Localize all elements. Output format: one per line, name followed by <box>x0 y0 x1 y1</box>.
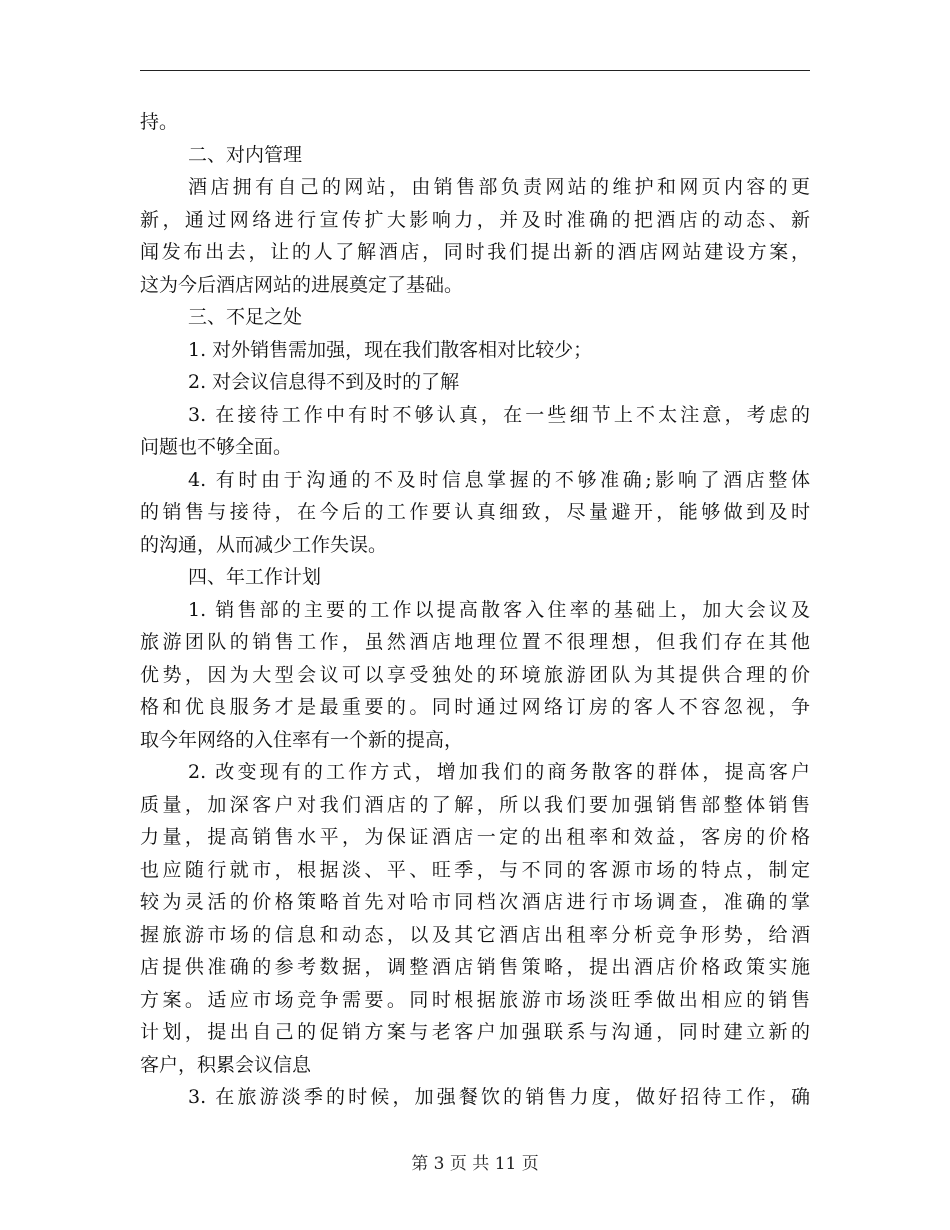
text-line: 优势，因为大型会议可以享受独处的环境旅游团队为其提供合理的价 <box>140 663 810 686</box>
text-line: 握旅游市场的信息和动态，以及其它酒店出租率分析竞争形势，给酒 <box>140 923 810 946</box>
text-line: 2. 对会议信息得不到及时的了解 <box>188 371 460 393</box>
text-line: 力量，提高销售水平，为保证酒店一定的出租率和效益，客房的价格 <box>140 826 810 848</box>
text-line: 新，通过网络进行宣传扩大影响力，并及时准确的把酒店的动态、新 <box>140 208 810 231</box>
text-line: 2. 改变现有的工作方式，增加我们的商务散客的群体，提高客户 <box>188 761 810 783</box>
text-line: 3. 在旅游淡季的时候，加强餐饮的销售力度，做好招待工作，确 <box>188 1086 810 1108</box>
text-line: 这为今后酒店网站的进展奠定了基础。 <box>140 273 464 296</box>
text-line: 闻发布出去，让的人了解酒店，同时我们提出新的酒店网站建设方案， <box>140 241 810 263</box>
text-line: 也应随行就市，根据淡、平、旺季，与不同的客源市场的特点，制定 <box>140 858 810 881</box>
text-line: 3. 在接待工作中有时不够认真，在一些细节上不太注意，考虑的 <box>188 403 810 426</box>
text-line: 四、年工作计划 <box>188 566 322 588</box>
text-line: 问题也不够全面。 <box>140 436 293 458</box>
text-line: 较为灵活的价格策略首先对哈市同档次酒店进行市场调查，准确的掌 <box>140 891 810 913</box>
text-line: 二、对内管理 <box>188 143 303 166</box>
text-line: 的销售与接待，在今后的工作要认真细致，尽量避开，能够做到及时 <box>140 501 810 523</box>
text-line: 店提供准确的参考数据，调整酒店销售策略，提出酒店价格政策实施 <box>140 956 810 978</box>
text-line: 酒店拥有自己的网站，由销售部负责网站的维护和网页内容的更 <box>188 176 810 198</box>
text-line: 持。 <box>140 111 179 133</box>
text-line: 1. 对外销售需加强，现在我们散客相对比较少； <box>188 338 593 361</box>
text-line: 格和优良服务才是最重要的。同时通过网络订房的客人不容忽视，争 <box>140 696 810 718</box>
text-line: 计划，提出自己的促销方案与老客户加强联系与沟通，同时建立新的 <box>140 1021 810 1043</box>
header-rule <box>140 70 810 71</box>
text-line: 三、不足之处 <box>188 306 303 328</box>
document-body <box>140 106 810 1114</box>
text-line: 客户，积累会议信息 <box>140 1053 312 1076</box>
text-line: 4. 有时由于沟通的不及时信息掌握的不够准确;影响了酒店整体 <box>188 468 810 491</box>
page-number: 第 3 页 共 11 页 <box>411 1154 539 1174</box>
text-line: 质量，加深客户对我们酒店的了解，所以我们要加强销售部整体销售 <box>140 793 810 816</box>
text-line: 方案。适应市场竞争需要。同时根据旅游市场淡旺季做出相应的销售 <box>140 988 810 1011</box>
text-line: 1. 销售部的主要的工作以提高散客入住率的基础上，加大会议及 <box>188 598 810 621</box>
text-line: 的沟通，从而减少工作失误。 <box>140 533 388 556</box>
text-line: 取今年网络的入住率有一个新的提高， <box>140 728 464 751</box>
text-line: 旅游团队的销售工作，虽然酒店地理位置不很理想，但我们存在其他 <box>140 631 810 653</box>
